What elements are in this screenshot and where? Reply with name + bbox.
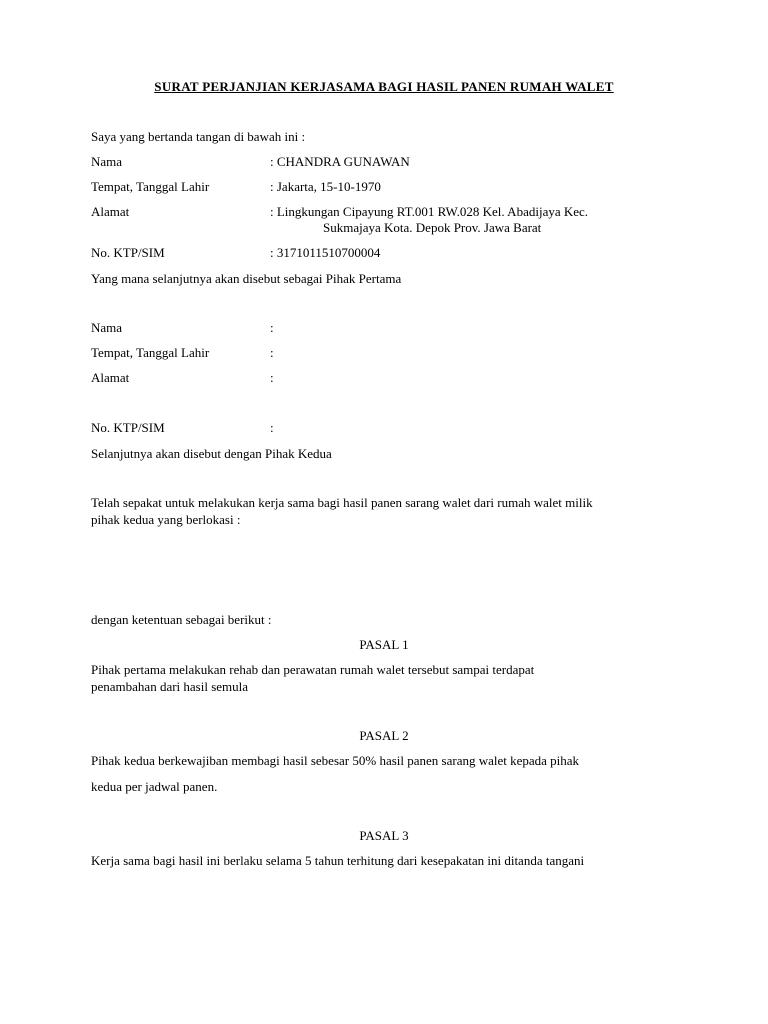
pasal1-line1: Pihak pertama melakukan rehab dan perawatan rumah walet tersebut sampai terdapat (91, 662, 535, 677)
party1-name-label: Nama (91, 154, 123, 169)
document-title: SURAT PERJANJIAN KERJASAMA BAGI HASIL PANEN RUMAH WALET (154, 79, 614, 94)
party2-name-value: : (270, 320, 274, 335)
party1-address-label: Alamat (91, 204, 130, 219)
party1-id-label: No. KTP/SIM (91, 245, 165, 260)
party1-address-line1: : Lingkungan Cipayung RT.001 RW.028 Kel. Abadijaya Kec. (270, 204, 589, 219)
party2-id-value: : (270, 420, 274, 435)
intro-text: Saya yang bertanda tangan di bawah ini : (91, 129, 306, 144)
party2-designation: Selanjutnya akan disebut dengan Pihak Kedua (91, 446, 332, 461)
party2-birth-label: Tempat, Tanggal Lahir (91, 345, 210, 360)
agreement-line2: pihak kedua yang berlokasi : (91, 512, 241, 527)
party2-address-value: : (270, 370, 274, 385)
party1-id-value: : 3171011510700004 (270, 245, 381, 260)
party1-designation: Yang mana selanjutnya akan disebut sebagai Pihak Pertama (91, 271, 402, 286)
terms-intro: dengan ketentuan sebagai berikut : (91, 612, 272, 627)
pasal2-line1: Pihak kedua berkewajiban membagi hasil sebesar 50% hasil panen sarang walet kepada pihak (91, 753, 580, 768)
party2-address-label: Alamat (91, 370, 130, 385)
party1-birth-label: Tempat, Tanggal Lahir (91, 179, 210, 194)
party2-name-label: Nama (91, 320, 123, 335)
party1-address-line2: Sukmajaya Kota. Depok Prov. Jawa Barat (323, 220, 542, 235)
pasal3-line1: Kerja sama bagi hasil ini berlaku selama 5 tahun terhitung dari kesepakatan ini ditanda tangani (91, 853, 585, 868)
pasal2-heading: PASAL 2 (359, 728, 409, 743)
pasal2-line2: kedua per jadwal panen. (91, 779, 218, 794)
pasal1-line2: penambahan dari hasil semula (91, 679, 249, 694)
pasal3-heading: PASAL 3 (359, 828, 409, 843)
agreement-line1: Telah sepakat untuk melakukan kerja sama bagi hasil panen sarang walet dari rumah walet milik (91, 495, 593, 510)
party2-birth-value: : (270, 345, 274, 360)
party2-id-label: No. KTP/SIM (91, 420, 165, 435)
pasal1-heading: PASAL 1 (359, 637, 409, 652)
party1-birth-value: : Jakarta, 15-10-1970 (270, 179, 381, 194)
party1-name-value: : CHANDRA GUNAWAN (270, 154, 410, 169)
